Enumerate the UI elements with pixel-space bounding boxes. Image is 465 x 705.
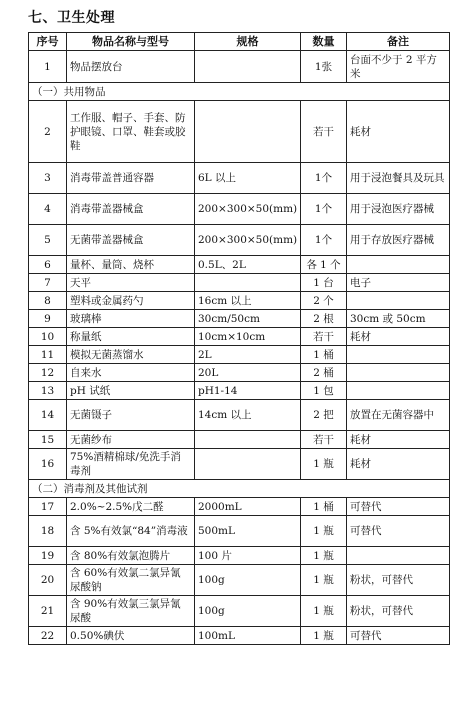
cell-note [347, 364, 450, 382]
cell-note: 可替代 [347, 627, 450, 645]
cell-name: 模拟无菌蒸馏水 [67, 346, 195, 364]
cell-qty: 1个 [301, 194, 347, 225]
table-row [29, 292, 450, 310]
cell-name: 消毒带盖普通容器 [67, 163, 195, 194]
section-row [29, 83, 450, 101]
cell-spec [195, 449, 301, 480]
cell-qty: 2 把 [301, 400, 347, 431]
cell-no: 6 [29, 256, 67, 274]
cell-spec: 500mL [195, 516, 301, 547]
cell-spec: 200×300×50(mm) [195, 194, 301, 225]
table-row [29, 51, 450, 83]
cell-note: 可替代 [347, 516, 450, 547]
cell-note [347, 256, 450, 274]
table-row [29, 328, 450, 346]
cell-no: 10 [29, 328, 67, 346]
cell-name: 含 60%有效氯二氯异氰尿酸钠 [67, 565, 195, 596]
cell-spec: 200×300×50(mm) [195, 225, 301, 256]
cell-qty: 1 瓶 [301, 547, 347, 565]
cell-spec: 16cm 以上 [195, 292, 301, 310]
cell-spec: 10cm×10cm [195, 328, 301, 346]
cell-name: pH 试纸 [67, 382, 195, 400]
cell-qty: 1 瓶 [301, 565, 347, 596]
cell-name: 天平 [67, 274, 195, 292]
cell-qty: 2 桶 [301, 364, 347, 382]
cell-name: 无菌纱布 [67, 431, 195, 449]
cell-no: 8 [29, 292, 67, 310]
cell-spec [195, 274, 301, 292]
cell-no: 2 [29, 101, 67, 163]
table-row [29, 346, 450, 364]
cell-name: 工作服、帽子、手套、防护眼镜、口罩、鞋套或胶鞋 [67, 101, 195, 163]
cell-name: 塑料或金属药勺 [67, 292, 195, 310]
cell-no: 12 [29, 364, 67, 382]
cell-qty: 1张 [301, 51, 347, 83]
equipment-table [28, 32, 450, 645]
cell-spec: 100g [195, 565, 301, 596]
cell-note: 粉状，可替代 [347, 565, 450, 596]
cell-qty: 若干 [301, 431, 347, 449]
table-row [29, 400, 450, 431]
cell-qty: 1 瓶 [301, 627, 347, 645]
cell-name: 2.0%~2.5%戊二醛 [67, 498, 195, 516]
table-row [29, 364, 450, 382]
section-row [29, 480, 450, 498]
cell-no: 17 [29, 498, 67, 516]
table-row [29, 163, 450, 194]
cell-no: 22 [29, 627, 67, 645]
cell-qty: 若干 [301, 101, 347, 163]
table-row [29, 565, 450, 596]
cell-name: 无菌镊子 [67, 400, 195, 431]
cell-name: 自来水 [67, 364, 195, 382]
cell-qty: 1 包 [301, 382, 347, 400]
cell-no: 7 [29, 274, 67, 292]
cell-qty: 若干 [301, 328, 347, 346]
cell-no: 13 [29, 382, 67, 400]
cell-note: 粉状，可替代 [347, 596, 450, 627]
table-row [29, 274, 450, 292]
cell-no: 19 [29, 547, 67, 565]
cell-spec: 14cm 以上 [195, 400, 301, 431]
table-row [29, 256, 450, 274]
table-header-row [29, 33, 450, 51]
section-title: （一）共用物品 [29, 83, 450, 101]
cell-name: 含 80%有效氯泡腾片 [67, 547, 195, 565]
cell-spec: 100 片 [195, 547, 301, 565]
cell-name: 含 5%有效氯“84”消毒液 [67, 516, 195, 547]
table-row [29, 431, 450, 449]
cell-spec: 2000mL [195, 498, 301, 516]
header-spec: 规格 [195, 33, 301, 51]
table-row [29, 516, 450, 547]
cell-qty: 1 桶 [301, 346, 347, 364]
cell-spec: 2L [195, 346, 301, 364]
section-title: （二）消毒剂及其他试剂 [29, 480, 450, 498]
cell-note: 放置在无菌容器中 [347, 400, 450, 431]
cell-note: 耗材 [347, 328, 450, 346]
cell-qty: 1 瓶 [301, 596, 347, 627]
cell-no: 11 [29, 346, 67, 364]
table-row [29, 310, 450, 328]
section-heading: 七、卫生处理 [28, 10, 115, 26]
cell-note [347, 382, 450, 400]
cell-name: 无菌带盖器械盒 [67, 225, 195, 256]
header-note: 备注 [347, 33, 450, 51]
cell-qty: 1 瓶 [301, 516, 347, 547]
cell-qty: 2 根 [301, 310, 347, 328]
header-qty: 数量 [301, 33, 347, 51]
cell-note [347, 547, 450, 565]
cell-no: 1 [29, 51, 67, 83]
header-name: 物品名称与型号 [67, 33, 195, 51]
cell-name: 物品摆放台 [67, 51, 195, 83]
cell-no: 20 [29, 565, 67, 596]
table-row [29, 498, 450, 516]
cell-spec [195, 101, 301, 163]
table-row [29, 449, 450, 480]
cell-note: 用于浸泡医疗器械 [347, 194, 450, 225]
cell-note: 耗材 [347, 101, 450, 163]
cell-spec: pH1-14 [195, 382, 301, 400]
cell-spec [195, 51, 301, 83]
cell-note: 用于浸泡餐具及玩具 [347, 163, 450, 194]
cell-no: 16 [29, 449, 67, 480]
cell-note: 电子 [347, 274, 450, 292]
cell-name: 0.50%碘伏 [67, 627, 195, 645]
cell-no: 14 [29, 400, 67, 431]
table-row [29, 101, 450, 163]
table-row [29, 547, 450, 565]
cell-note: 30cm 或 50cm [347, 310, 450, 328]
cell-name: 75%酒精棉球/免洗手消毒剂 [67, 449, 195, 480]
cell-note: 耗材 [347, 449, 450, 480]
cell-qty: 2 个 [301, 292, 347, 310]
cell-note [347, 292, 450, 310]
cell-spec: 6L 以上 [195, 163, 301, 194]
cell-no: 18 [29, 516, 67, 547]
cell-qty: 1 桶 [301, 498, 347, 516]
table-row [29, 382, 450, 400]
cell-qty: 各 1 个 [301, 256, 347, 274]
table-row [29, 225, 450, 256]
cell-no: 9 [29, 310, 67, 328]
cell-name: 玻璃棒 [67, 310, 195, 328]
cell-name: 量杯、量筒、烧杯 [67, 256, 195, 274]
cell-note: 可替代 [347, 498, 450, 516]
cell-spec: 20L [195, 364, 301, 382]
cell-no: 5 [29, 225, 67, 256]
table-row [29, 596, 450, 627]
cell-note [347, 346, 450, 364]
cell-name: 含 90%有效氯三氯异氰尿酸 [67, 596, 195, 627]
cell-note: 耗材 [347, 431, 450, 449]
cell-no: 3 [29, 163, 67, 194]
cell-qty: 1个 [301, 163, 347, 194]
cell-spec: 100g [195, 596, 301, 627]
cell-note: 用于存放医疗器械 [347, 225, 450, 256]
cell-spec: 100mL [195, 627, 301, 645]
cell-name: 称量纸 [67, 328, 195, 346]
cell-name: 消毒带盖器械盒 [67, 194, 195, 225]
cell-no: 21 [29, 596, 67, 627]
cell-spec: 30cm/50cm [195, 310, 301, 328]
cell-spec [195, 431, 301, 449]
table-row [29, 627, 450, 645]
cell-qty: 1个 [301, 225, 347, 256]
cell-note: 台面不少于 2 平方米 [347, 51, 450, 83]
cell-qty: 1 台 [301, 274, 347, 292]
header-no: 序号 [29, 33, 67, 51]
cell-no: 15 [29, 431, 67, 449]
table-row [29, 194, 450, 225]
cell-qty: 1 瓶 [301, 449, 347, 480]
cell-no: 4 [29, 194, 67, 225]
cell-spec: 0.5L、2L [195, 256, 301, 274]
